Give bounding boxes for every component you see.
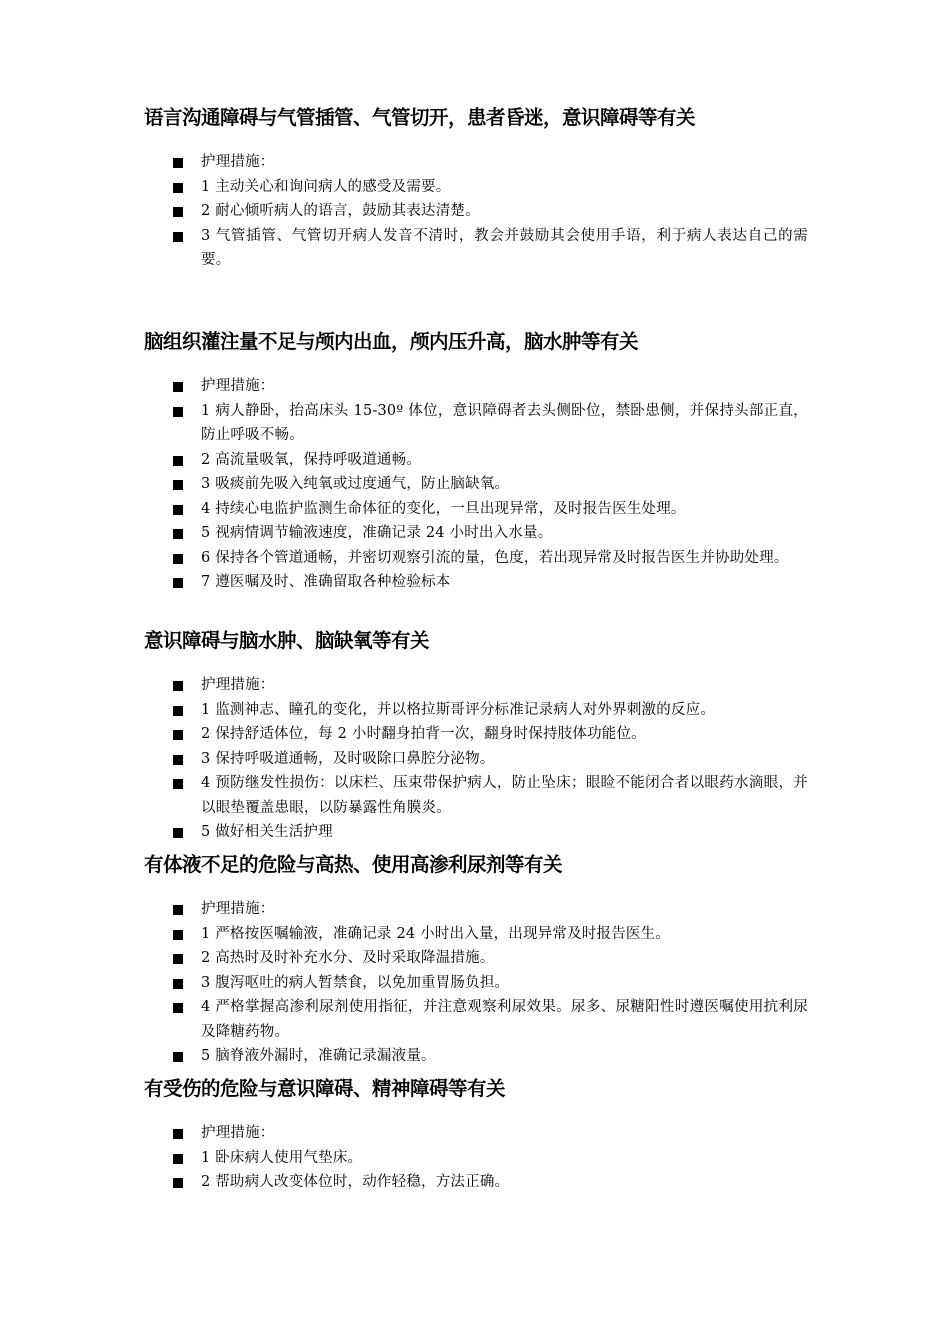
measure-list <box>0 897 950 1069</box>
list-item: 2 高流量吸氧，保持呼吸道通畅。 <box>0 448 808 473</box>
list-item: 6 保持各个管道通畅，并密切观察引流的量，色度，若出现异常及时报告医生并协助处理。 <box>0 546 808 571</box>
list-item: 5 脑脊液外漏时，准确记录漏液量。 <box>0 1044 808 1069</box>
list-item: 护理措施： <box>0 374 808 399</box>
measure-list <box>0 374 950 595</box>
square-bullet-icon <box>173 1154 183 1164</box>
list-item: 2 帮助病人改变体位时，动作轻稳，方法正确。 <box>0 1170 808 1195</box>
section-heading: 语言沟通障碍与气管插管、气管切开，患者昏迷，意识障碍等有关 <box>144 106 696 129</box>
section-heading: 有受伤的危险与意识障碍、精神障碍等有关 <box>144 1077 506 1100</box>
square-bullet-icon <box>173 456 183 466</box>
list-item: 护理措施： <box>0 1121 808 1146</box>
list-item: 4 预防继发性损伤：以床栏、压束带保护病人，防止坠床；眼睑不能闭合者以眼药水滴眼，并以眼垫覆盖患眼，以防暴露性角膜炎。 <box>0 771 808 820</box>
square-bullet-icon <box>173 730 183 740</box>
square-bullet-icon <box>173 207 183 217</box>
square-bullet-icon <box>173 828 183 838</box>
square-bullet-icon <box>173 382 183 392</box>
list-item: 2 耐心倾听病人的语言，鼓励其表达清楚。 <box>0 199 808 224</box>
list-item: 3 气管插管、气管切开病人发音不清时，教会并鼓励其会使用手语，利于病人表达自己的需要。 <box>0 224 808 273</box>
list-item: 1 卧床病人使用气垫床。 <box>0 1146 808 1171</box>
list-item: 3 腹泻呕吐的病人暂禁食，以免加重胃肠负担。 <box>0 971 808 996</box>
square-bullet-icon <box>173 480 183 490</box>
square-bullet-icon <box>173 1178 183 1188</box>
square-bullet-icon <box>173 905 183 915</box>
square-bullet-icon <box>173 1003 183 1013</box>
square-bullet-icon <box>173 954 183 964</box>
square-bullet-icon <box>173 158 183 168</box>
square-bullet-icon <box>173 1052 183 1062</box>
list-item: 3 吸痰前先吸入纯氧或过度通气，防止脑缺氧。 <box>0 472 808 497</box>
list-item: 2 高热时及时补充水分、及时采取降温措施。 <box>0 946 808 971</box>
square-bullet-icon <box>173 1129 183 1139</box>
section-heading: 意识障碍与脑水肿、脑缺氧等有关 <box>144 629 430 652</box>
square-bullet-icon <box>173 706 183 716</box>
list-item: 1 主动关心和询问病人的感受及需要。 <box>0 175 808 200</box>
list-item: 7 遵医嘱及时、准确留取各种检验标本 <box>0 570 808 595</box>
list-item: 4 持续心电监护监测生命体征的变化，一旦出现异常，及时报告医生处理。 <box>0 497 808 522</box>
list-item: 1 严格按医嘱输液，准确记录 24 小时出入量，出现异常及时报告医生。 <box>0 922 808 947</box>
measure-list <box>0 1121 950 1195</box>
square-bullet-icon <box>173 232 183 242</box>
square-bullet-icon <box>173 979 183 989</box>
square-bullet-icon <box>173 529 183 539</box>
list-item: 护理措施： <box>0 150 808 175</box>
square-bullet-icon <box>173 578 183 588</box>
list-item: 5 视病情调节输液速度，准确记录 24 小时出入水量。 <box>0 521 808 546</box>
list-item: 护理措施： <box>0 673 808 698</box>
square-bullet-icon <box>173 681 183 691</box>
list-item: 1 监测神志、瞳孔的变化，并以格拉斯哥评分标准记录病人对外界刺激的反应。 <box>0 698 808 723</box>
square-bullet-icon <box>173 554 183 564</box>
square-bullet-icon <box>173 505 183 515</box>
list-item: 4 严格掌握高渗利尿剂使用指征，并注意观察利尿效果。尿多、尿糖阳性时遵医嘱使用抗利尿及降糖药物。 <box>0 995 808 1044</box>
measure-list <box>0 673 950 845</box>
square-bullet-icon <box>173 779 183 789</box>
list-item: 3 保持呼吸道通畅，及时吸除口鼻腔分泌物。 <box>0 747 808 772</box>
square-bullet-icon <box>173 407 183 417</box>
section-heading: 有体液不足的危险与高热、使用高渗利尿剂等有关 <box>144 853 563 876</box>
list-item: 护理措施： <box>0 897 808 922</box>
square-bullet-icon <box>173 183 183 193</box>
measure-list <box>0 150 950 273</box>
square-bullet-icon <box>173 755 183 765</box>
list-item: 1 病人静卧，抬高床头 15-30º 体位，意识障碍者去头侧卧位，禁卧患侧，并保持头部正直，防止呼吸不畅。 <box>0 399 808 448</box>
section-heading: 脑组织灌注量不足与颅内出血，颅内压升高，脑水肿等有关 <box>144 330 639 353</box>
list-item: 5 做好相关生活护理 <box>0 820 808 845</box>
list-item: 2 保持舒适体位，每 2 小时翻身拍背一次，翻身时保持肢体功能位。 <box>0 722 808 747</box>
square-bullet-icon <box>173 930 183 940</box>
